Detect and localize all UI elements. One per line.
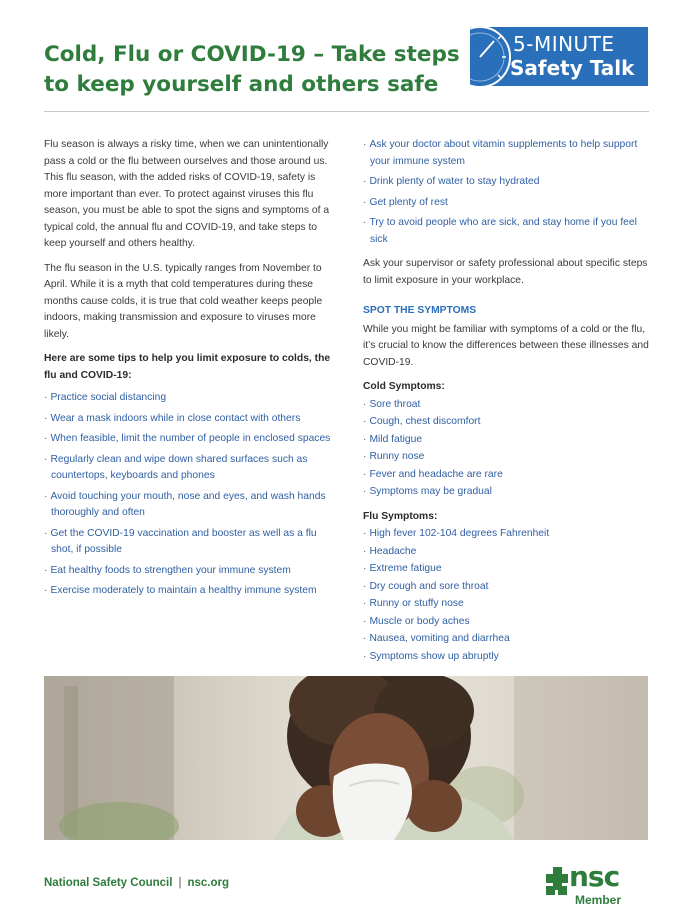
list-item: · Runny nose xyxy=(363,449,653,466)
site-link[interactable]: nsc.org xyxy=(187,877,229,889)
list-item: · Headache xyxy=(363,544,653,561)
nsc-member-logo xyxy=(545,860,650,908)
cold-symptoms-list xyxy=(363,397,653,501)
list-item: · Exercise moderately to maintain a healthy immune system xyxy=(44,583,334,600)
list-item: · Extreme fatigue xyxy=(363,561,653,578)
page-title xyxy=(44,40,464,100)
badge-line-2: Safety Talk xyxy=(510,56,635,80)
list-item: · Dry cough and sore throat xyxy=(363,579,653,596)
list-item: · Fever and headache are rare xyxy=(363,467,653,484)
list-item: · Cough, chest discomfort xyxy=(363,414,653,431)
member-label: Member xyxy=(575,893,622,907)
list-item: · Regularly clean and wipe down shared surfaces such as countertops, keyboards and phones xyxy=(44,452,334,485)
flu-symptoms-heading: Flu Symptoms: xyxy=(363,510,438,522)
list-item: · Nausea, vomiting and diarrhea xyxy=(363,631,653,648)
list-item: · Ask your doctor about vitamin supplements to help support your immune system xyxy=(363,137,653,170)
footer-separator: | xyxy=(178,877,182,889)
supervisor-paragraph: Ask your supervisor or safety professional about specific steps to limit exposure in your workplace. xyxy=(363,258,648,286)
photo-illustration xyxy=(44,676,648,840)
title-line-1: Cold, Flu or COVID-19 – Take steps xyxy=(44,42,460,67)
list-item: · Symptoms show up abruptly xyxy=(363,649,653,666)
list-item: · Symptoms may be gradual xyxy=(363,484,653,501)
list-item: · Practice social distancing xyxy=(44,390,334,407)
list-item: · Eat healthy foods to strengthen your immune system xyxy=(44,563,334,580)
nsc-plus-icon xyxy=(545,866,569,900)
list-item: · Get plenty of rest xyxy=(363,195,653,212)
tips-list xyxy=(44,390,334,600)
title-line-2: to keep yourself and others safe xyxy=(44,72,439,97)
list-item: · Wear a mask indoors while in close contact with others xyxy=(44,411,334,428)
list-item: · Try to avoid people who are sick, and stay home if you feel sick xyxy=(363,215,653,248)
symptoms-heading: SPOT THE SYMPTOMS xyxy=(363,305,477,316)
intro-paragraph: Flu season is always a risky time, when we can unintentionally pass a cold or the flu between ourselves and those around us. This flu season, with the added risks of COVID-19, safety is more important than ever. To protect against viruses this flu season, you must be able to spot the signs and symptoms of a typical cold, the annual flu and COVID-19, and take steps to keep yourself and others healthy. xyxy=(44,139,330,249)
list-item: · Drink plenty of water to stay hydrated xyxy=(363,174,653,191)
flu-season-paragraph: The flu season in the U.S. typically ranges from November to April. While it is a myth that cold temperatures during these months cause colds, it is true that cold weather keeps people indoors, making transmission and exposure to viruses more likely. xyxy=(44,262,323,340)
flu-symptoms-list xyxy=(363,526,653,665)
woman-sneezing-photo xyxy=(44,676,648,840)
symptoms-intro: While you might be familiar with symptoms of a cold or the flu, it’s crucial to know the differences between these illnesses and COVID-19. xyxy=(363,323,649,368)
list-item: · Muscle or body aches xyxy=(363,614,653,631)
tips-list-continued xyxy=(363,137,653,248)
list-item: · Sore throat xyxy=(363,397,653,414)
list-item: · Mild fatigue xyxy=(363,432,653,449)
list-item: · Avoid touching your mouth, nose and eyes, and wash hands thoroughly and often xyxy=(44,489,334,522)
right-column xyxy=(363,137,653,673)
footer-org xyxy=(44,877,229,889)
list-item: · Get the COVID-19 vaccination and booster as well as a flu shot, if possible xyxy=(44,526,334,559)
list-item: · When feasible, limit the number of people in enclosed spaces xyxy=(44,431,334,448)
list-item: · High fever 102-104 degrees Fahrenheit xyxy=(363,526,653,543)
header-divider xyxy=(44,111,649,112)
nsc-logo-text: nsc xyxy=(569,860,620,893)
list-item: · Runny or stuffy nose xyxy=(363,596,653,613)
tips-intro: Here are some tips to help you limit exposure to colds, the flu and COVID-19: xyxy=(44,353,331,381)
safety-talk-badge xyxy=(470,27,648,86)
badge-line-1: 5-MINUTE xyxy=(513,32,615,56)
left-column xyxy=(44,137,334,608)
org-name: National Safety Council xyxy=(44,877,173,889)
cold-symptoms-heading: Cold Symptoms: xyxy=(363,381,445,392)
